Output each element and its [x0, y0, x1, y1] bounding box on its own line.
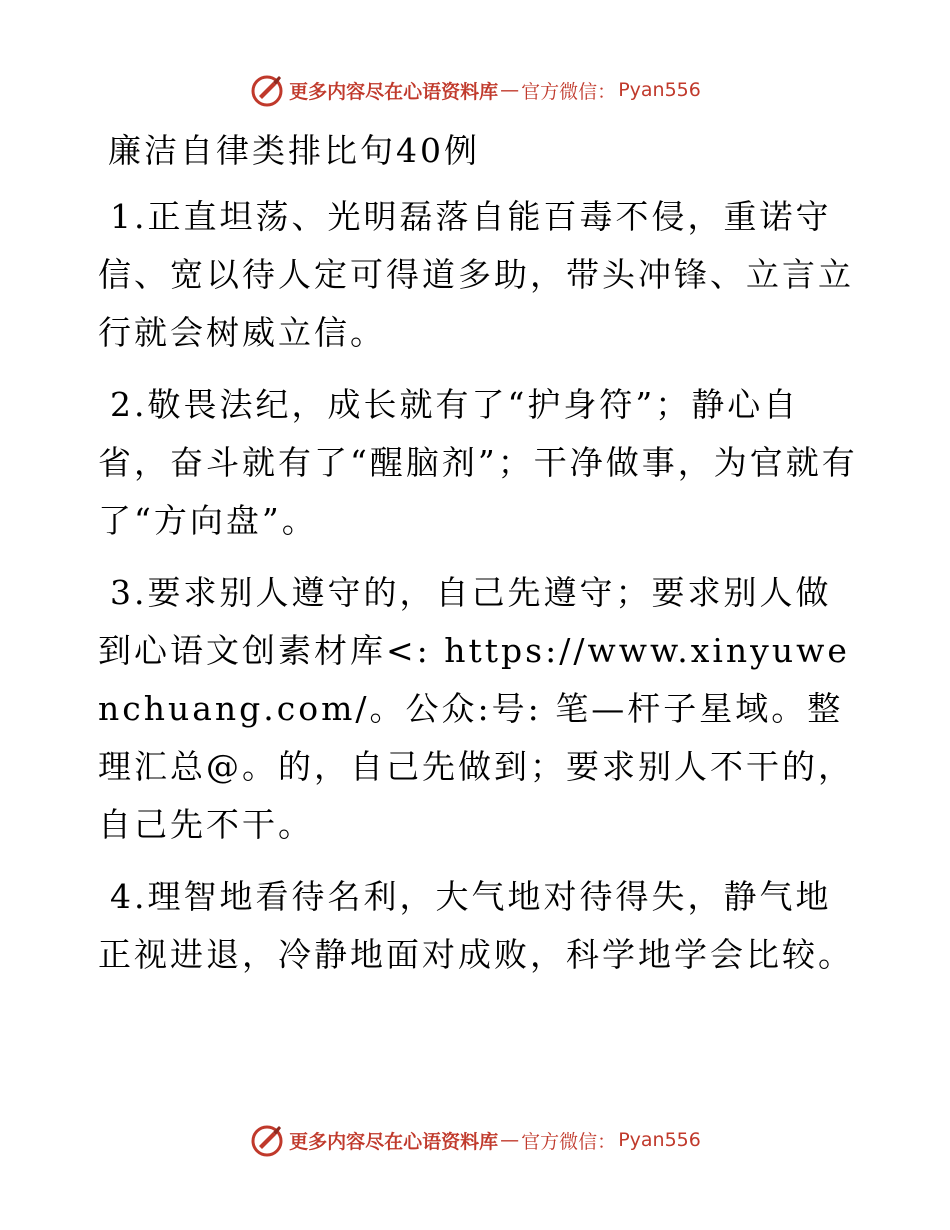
banner-dash: — [500, 79, 520, 101]
paragraph-1: 1.正直坦荡、光明磊落自能百毒不侵，重诺守信、宽以待人定可得道多助，带头冲锋、立言立行就会树威立信。 [98, 197, 854, 352]
brand-logo-icon [249, 1122, 285, 1158]
paragraph-4: 4.理智地看待名利，大气地对待得失，静气地正视进退，冷静地面对成败，科学地学会比较。 [98, 877, 854, 974]
paragraph-3: 3.要求别人遵守的，自己先遵守；要求别人做到心语文创素材库<: https://www.xinyuwenchuang.com/。公众:号: 笔—杆子星域。整理汇总@。的，自己先做到；要求别人不干的，自己先不干。 [98, 573, 854, 844]
brand-logo-icon [249, 72, 285, 108]
banner-official-text: 官方微信： [521, 1130, 617, 1153]
document-title: 廉洁自律类排比句40例 [108, 131, 480, 170]
banner-site-text: 更多内容尽在心语资料库 [289, 80, 499, 103]
footer-banner [0, 1120, 950, 1160]
banner-handle: Pyan556 [618, 79, 701, 101]
banner-official-text: 官方微信： [521, 80, 617, 103]
header-banner [0, 70, 950, 110]
paragraph-2: 2.敬畏法纪，成长就有了“护身符”；静心自省，奋斗就有了“醒脑剂”；干净做事，为官就有了“方向盘”。 [98, 385, 858, 540]
banner-handle: Pyan556 [618, 1129, 701, 1151]
document-body [98, 122, 858, 998]
banner-dash: — [500, 1129, 520, 1151]
banner-site-text: 更多内容尽在心语资料库 [289, 1130, 499, 1153]
